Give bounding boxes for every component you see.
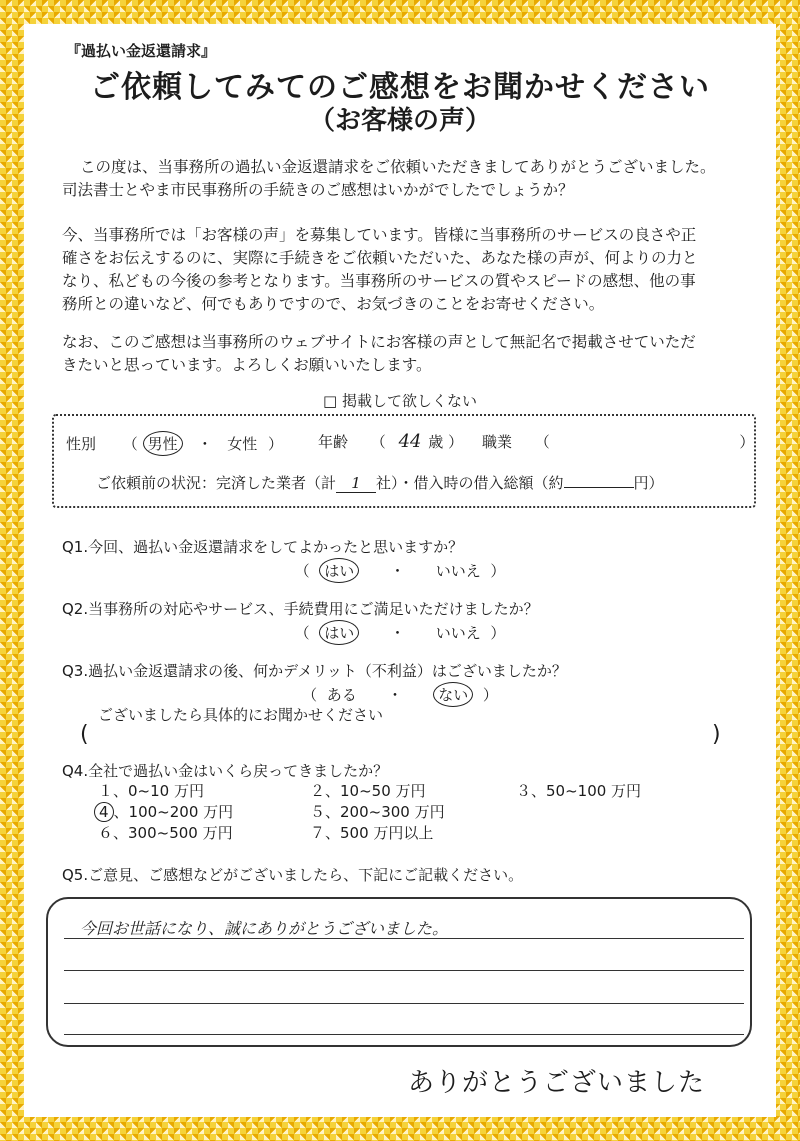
q4-option-5[interactable]: ５、200~300 万円	[310, 803, 445, 821]
intro-p2-line4: 務所との違いなど、何でもありですので、お気づきのことをお寄せください。	[62, 295, 605, 313]
page-subtitle: （お客様の声）	[308, 106, 491, 136]
q2-yes-option[interactable]: はい	[319, 620, 359, 645]
age-value[interactable]: 44	[398, 431, 422, 452]
publish-optout[interactable]	[0, 390, 800, 411]
q4-option-1[interactable]: １、0~10 万円	[98, 782, 204, 800]
intro-p1-line1: この度は、当事務所の過払い金返還請求をご依頼いただきましてありがとうございました。	[80, 158, 716, 176]
q2-no-option[interactable]: いいえ	[435, 624, 481, 642]
gender-male-option[interactable]: 男性	[143, 431, 183, 456]
intro-p2-line3: なり、私どもの今後の参考となります。当事務所のサービスの質やスピードの感想、他の事	[62, 272, 696, 290]
comment-line	[64, 1034, 744, 1035]
gender-label: 性別	[66, 435, 97, 453]
intro-p2-line2: 確さをお伝えするのに、実際に手続きをご依頼いただいた、あなた様の声が、何よりの力と	[62, 249, 698, 267]
gender-row: 性別 （ 男性 ・ 女性 ）	[66, 431, 283, 456]
borrowed-total-field[interactable]	[564, 487, 634, 488]
q2-text: Q2.当事務所の対応やサービス、手続費用にご満足いただけましたか？	[62, 600, 539, 618]
respondent-info-box	[52, 414, 756, 508]
q3-options: （ ある ・ ない ）	[0, 682, 800, 707]
job-label: 職業	[482, 433, 513, 451]
q3-answer-open-paren: (	[80, 722, 89, 747]
q4-option-7[interactable]: ７、500 万円以上	[310, 824, 434, 842]
comment-text[interactable]: 今回お世話になり、誠にありがとうございました。	[80, 919, 449, 938]
q1-yes-option[interactable]: はい	[319, 558, 359, 583]
intro-p2-line1: 今、当事務所では「お客様の声」を募集しています。皆様に当事務所のサービスの良さや正	[62, 226, 697, 244]
q3-text: Q3.過払い金返還請求の後、何かデメリット（不利益）はございましたか？	[62, 662, 567, 680]
q1-text: Q1.今回、過払い金返還請求をしてよかったと思いますか？	[62, 538, 464, 556]
q4-option-6[interactable]: ６、300~500 万円	[98, 824, 233, 842]
completed-lenders-count[interactable]: 1	[336, 474, 376, 493]
comment-line	[64, 970, 744, 971]
pre-request-status-row: ご依頼前の状況：完済した業者（計 1 社）・借入時の借入総額（約 円）	[96, 474, 664, 492]
job-row: 職業 （ ）	[482, 433, 755, 451]
page-title: ご依頼してみてのご感想をお聞かせください	[90, 70, 710, 105]
comment-line	[64, 1003, 744, 1004]
q2-options: （ はい ・ いいえ ）	[0, 620, 800, 645]
checkbox-icon[interactable]: □	[323, 392, 338, 410]
age-row: 年齢 （ 44 歳 ）	[318, 431, 464, 452]
q4-option-4[interactable]: 4 、100~200 万円	[94, 801, 233, 822]
comment-line	[64, 938, 744, 939]
q4-option-2[interactable]: ２、10~50 万円	[310, 782, 426, 800]
q3-answer-close-paren: )	[712, 722, 721, 747]
q3-no-option[interactable]: ない	[433, 682, 473, 707]
gender-female-option[interactable]: 女性	[227, 435, 258, 453]
q4-selected-number[interactable]: 4	[94, 802, 114, 822]
publish-optout-label: 掲載して欲しくない	[341, 392, 477, 410]
q5-text: Q5.ご意見、ご感想などがございましたら、下記にご記載ください。	[62, 866, 524, 884]
closing-thanks: ありがとうございました	[408, 1068, 706, 1098]
form-tag: 『過払い金返還請求』	[66, 42, 217, 60]
q4-text: Q4.全社で過払い金はいくら戻ってきましたか？	[62, 762, 389, 780]
q1-options: （ はい ・ いいえ ）	[0, 558, 800, 583]
q1-no-option[interactable]: いいえ	[435, 562, 481, 580]
q3-yes-option[interactable]: ある	[326, 686, 357, 704]
age-unit: 歳	[428, 433, 444, 451]
age-label: 年齢	[318, 433, 349, 451]
intro-p3-line1: なお、このご感想は当事務所のウェブサイトにお客様の声として無記名で掲載させていただ	[62, 333, 696, 351]
intro-p1-line2: 司法書士とやま市民事務所の手続きのご感想はいかがでしたでしょうか？	[62, 181, 574, 199]
intro-p3-line2: きたいと思っています。よろしくお願いいたします。	[62, 356, 432, 374]
q4-option-3[interactable]: ３、50~100 万円	[516, 782, 642, 800]
q3-followup: ございましたら具体的にお聞かせください	[98, 706, 384, 724]
